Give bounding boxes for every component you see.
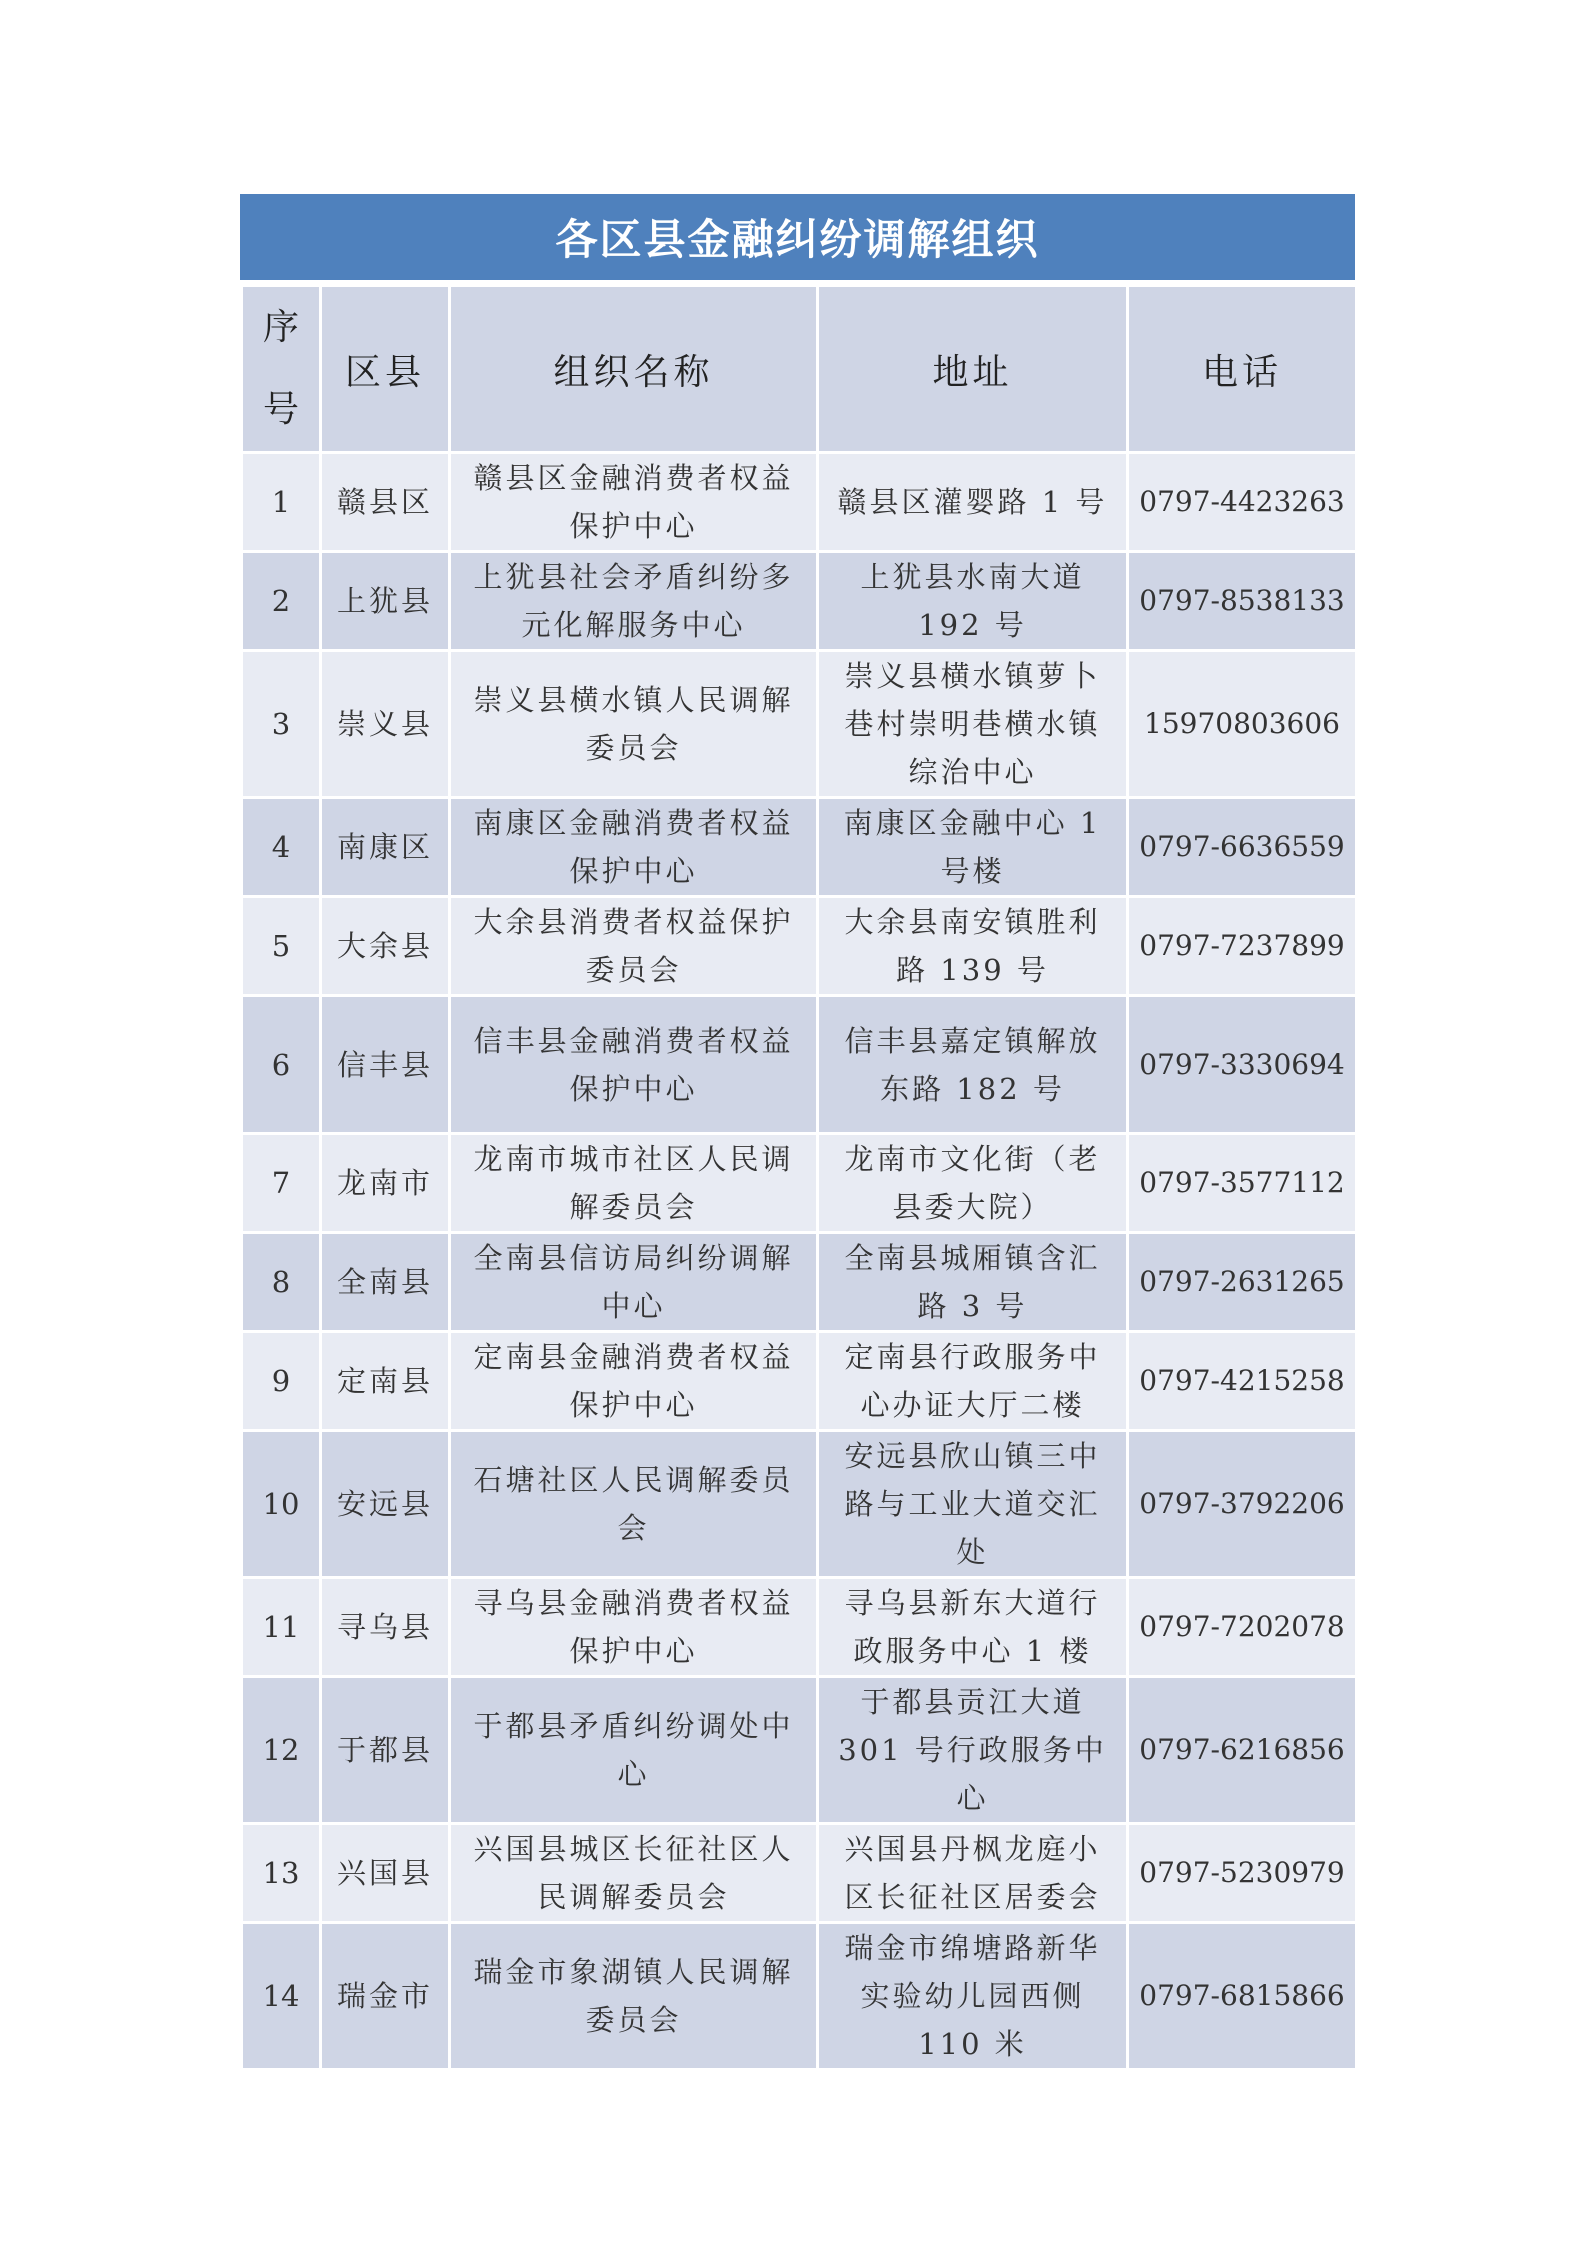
header-county: 区县 — [321, 286, 450, 453]
cell-org: 大余县消费者权益保护委员会 — [450, 897, 818, 996]
cell-phone: 0797-3792206 — [1128, 1431, 1357, 1578]
table-header-row — [242, 286, 1357, 453]
table-row — [242, 1233, 1357, 1332]
cell-county: 大余县 — [321, 897, 450, 996]
cell-county: 寻乌县 — [321, 1578, 450, 1677]
table-row — [242, 798, 1357, 897]
cell-seq: 12 — [242, 1677, 321, 1824]
mediation-table — [240, 284, 1358, 2071]
cell-phone: 0797-4215258 — [1128, 1332, 1357, 1431]
cell-county: 兴国县 — [321, 1824, 450, 1923]
cell-org: 石塘社区人民调解委员会 — [450, 1431, 818, 1578]
cell-address: 寻乌县新东大道行政服务中心 1 楼 — [818, 1578, 1128, 1677]
cell-address: 信丰县嘉定镇解放东路 182 号 — [818, 996, 1128, 1134]
table-row — [242, 1431, 1357, 1578]
table-title: 各区县金融纠纷调解组织 — [240, 194, 1355, 280]
cell-phone: 0797-3330694 — [1128, 996, 1357, 1134]
cell-county: 定南县 — [321, 1332, 450, 1431]
cell-phone: 0797-7202078 — [1128, 1578, 1357, 1677]
cell-seq: 8 — [242, 1233, 321, 1332]
table-row — [242, 1578, 1357, 1677]
header-org: 组织名称 — [450, 286, 818, 453]
cell-county: 于都县 — [321, 1677, 450, 1824]
table-row — [242, 1332, 1357, 1431]
cell-address: 安远县欣山镇三中路与工业大道交汇处 — [818, 1431, 1128, 1578]
cell-org: 南康区金融消费者权益保护中心 — [450, 798, 818, 897]
cell-phone: 0797-6815866 — [1128, 1923, 1357, 2070]
cell-org: 上犹县社会矛盾纠纷多元化解服务中心 — [450, 552, 818, 651]
cell-seq: 6 — [242, 996, 321, 1134]
header-phone: 电话 — [1128, 286, 1357, 453]
cell-county: 南康区 — [321, 798, 450, 897]
cell-county: 全南县 — [321, 1233, 450, 1332]
cell-phone: 0797-2631265 — [1128, 1233, 1357, 1332]
cell-org: 崇义县横水镇人民调解委员会 — [450, 651, 818, 798]
cell-seq: 11 — [242, 1578, 321, 1677]
cell-county: 瑞金市 — [321, 1923, 450, 2070]
cell-seq: 4 — [242, 798, 321, 897]
cell-phone: 0797-6216856 — [1128, 1677, 1357, 1824]
cell-phone: 0797-5230979 — [1128, 1824, 1357, 1923]
table-row — [242, 897, 1357, 996]
cell-address: 于都县贡江大道 301 号行政服务中心 — [818, 1677, 1128, 1824]
header-address: 地址 — [818, 286, 1128, 453]
cell-address: 赣县区灌婴路 1 号 — [818, 453, 1128, 552]
cell-org: 定南县金融消费者权益保护中心 — [450, 1332, 818, 1431]
cell-address: 瑞金市绵塘路新华实验幼儿园西侧 110 米 — [818, 1923, 1128, 2070]
cell-seq: 13 — [242, 1824, 321, 1923]
cell-phone: 0797-3577112 — [1128, 1134, 1357, 1233]
cell-org: 全南县信访局纠纷调解中心 — [450, 1233, 818, 1332]
cell-address: 大余县南安镇胜利路 139 号 — [818, 897, 1128, 996]
cell-address: 兴国县丹枫龙庭小区长征社区居委会 — [818, 1824, 1128, 1923]
cell-org: 龙南市城市社区人民调解委员会 — [450, 1134, 818, 1233]
cell-address: 崇义县横水镇萝卜巷村崇明巷横水镇综治中心 — [818, 651, 1128, 798]
table-row — [242, 1824, 1357, 1923]
cell-county: 上犹县 — [321, 552, 450, 651]
cell-org: 信丰县金融消费者权益保护中心 — [450, 996, 818, 1134]
cell-phone: 0797-7237899 — [1128, 897, 1357, 996]
cell-seq: 9 — [242, 1332, 321, 1431]
cell-org: 寻乌县金融消费者权益保护中心 — [450, 1578, 818, 1677]
cell-county: 信丰县 — [321, 996, 450, 1134]
cell-county: 崇义县 — [321, 651, 450, 798]
cell-phone: 0797-6636559 — [1128, 798, 1357, 897]
header-seq: 序号 — [242, 286, 321, 453]
cell-seq: 1 — [242, 453, 321, 552]
cell-county: 赣县区 — [321, 453, 450, 552]
table-row — [242, 1134, 1357, 1233]
cell-seq: 14 — [242, 1923, 321, 2070]
mediation-table-sheet — [240, 194, 1355, 2071]
cell-phone: 0797-8538133 — [1128, 552, 1357, 651]
cell-phone: 15970803606 — [1128, 651, 1357, 798]
cell-seq: 3 — [242, 651, 321, 798]
table-row — [242, 996, 1357, 1134]
table-row — [242, 552, 1357, 651]
table-row — [242, 453, 1357, 552]
cell-org: 兴国县城区长征社区人民调解委员会 — [450, 1824, 818, 1923]
table-row — [242, 1677, 1357, 1824]
cell-org: 瑞金市象湖镇人民调解委员会 — [450, 1923, 818, 2070]
cell-county: 安远县 — [321, 1431, 450, 1578]
cell-address: 全南县城厢镇含汇路 3 号 — [818, 1233, 1128, 1332]
cell-address: 定南县行政服务中心办证大厅二楼 — [818, 1332, 1128, 1431]
cell-seq: 2 — [242, 552, 321, 651]
cell-org: 于都县矛盾纠纷调处中心 — [450, 1677, 818, 1824]
cell-seq: 10 — [242, 1431, 321, 1578]
table-row — [242, 1923, 1357, 2070]
cell-address: 上犹县水南大道 192 号 — [818, 552, 1128, 651]
cell-seq: 5 — [242, 897, 321, 996]
cell-address: 龙南市文化街（老县委大院） — [818, 1134, 1128, 1233]
cell-seq: 7 — [242, 1134, 321, 1233]
cell-county: 龙南市 — [321, 1134, 450, 1233]
cell-address: 南康区金融中心 1 号楼 — [818, 798, 1128, 897]
table-row — [242, 651, 1357, 798]
cell-org: 赣县区金融消费者权益保护中心 — [450, 453, 818, 552]
cell-phone: 0797-4423263 — [1128, 453, 1357, 552]
